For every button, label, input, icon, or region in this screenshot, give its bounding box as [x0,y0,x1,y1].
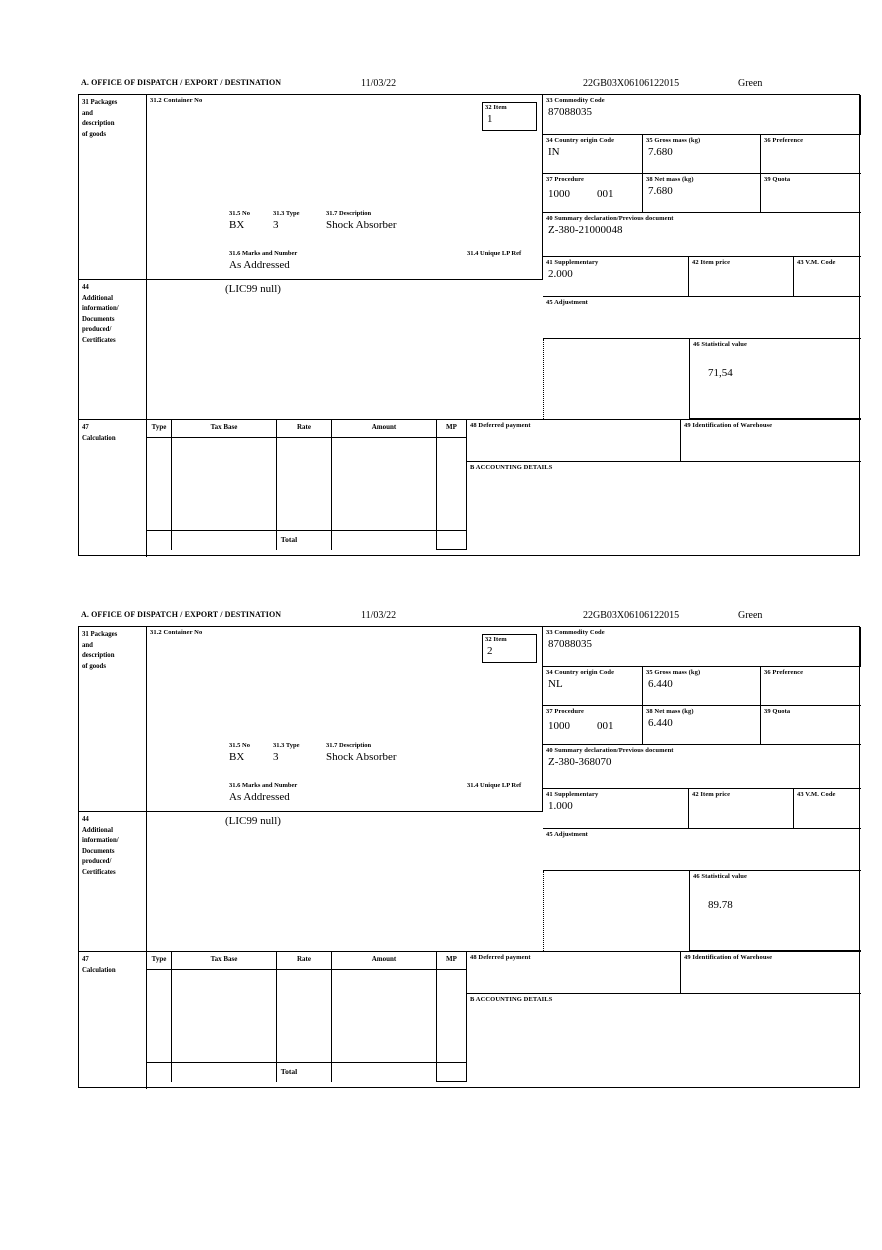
calc-col-mp-body [437,438,467,550]
calc-col-taxbase-body [172,438,277,550]
field-38-value-2: 6.440 [648,717,673,730]
field-44-label-line5: produced/ [82,326,112,334]
field-31-5-label-2: 31.5 No [229,742,250,749]
field-32-item [482,102,537,131]
field-36-label: 36 Preference [764,137,804,144]
field-41-supplementary-2 [543,789,689,829]
routing-lane: Green [738,78,763,89]
office-of-dispatch-label: A. OFFICE OF DISPATCH / EXPORT / DESTINATION [81,78,282,87]
field-43-label-2: 43 V.M. Code [797,791,836,798]
field-b-value [467,472,861,473]
field-48-value-2 [467,962,680,963]
form-header-1 [78,78,862,94]
calc-col-type-header-2 [147,951,172,970]
field-31-marks-2 [147,782,543,811]
field-39-quota [761,174,861,213]
calc-col-mp-header-2 [437,951,467,970]
field-31-label-line3-2: description [82,652,115,660]
field-b-label-2: B ACCOUNTING DETAILS [470,996,553,1003]
field-b-accounting-details [467,462,861,557]
field-44-label-line6: Certificates [82,336,116,344]
field-32-item-2 [482,634,537,663]
field-33-commodity-code-2 [543,627,861,667]
field-31-5-label: 31.5 No [229,210,250,217]
field-44-content [147,279,543,419]
field-32-label: 32 Item [485,104,507,111]
calc-total-label-2: Total [280,1067,298,1076]
field-48-deferred-payment [467,419,681,462]
field-31-label-line2-2: and [82,641,93,649]
field-32-label-2: 32 Item [485,636,507,643]
field-43-label: 43 V.M. Code [797,259,836,266]
field-48-value [467,430,680,431]
declaration-box-1 [78,94,860,556]
calc-col-rate-body [277,438,332,550]
calc-col-type-header [147,419,172,438]
field-38-value: 7.680 [648,185,673,198]
field-36-preference [761,135,861,174]
field-44-additional-information-2 [79,811,147,951]
field-33-label-2: 33 Commodity Code [546,629,605,636]
field-35-value: 7.680 [648,146,673,159]
field-31-package-details [147,210,543,246]
field-47-label-line1: 47 [82,424,89,431]
field-35-value-2: 6.440 [648,678,673,691]
field-31-7-value: Shock Absorber [326,219,397,231]
field-41-label-2: 41 Supplementary [546,791,599,798]
field-46-value: 71,54 [708,367,733,379]
field-36-label-2: 36 Preference [764,669,804,676]
field-34-label-2: 34 Country origin Code [546,669,615,676]
calc-col-type-body-2 [147,970,172,1082]
field-36-value-2 [761,677,861,678]
calc-col-rate-body-2 [277,970,332,1082]
calc-body-bottom-rule-2 [147,1062,467,1063]
field-44-value: (LIC99 null) [225,283,281,295]
field-40-previous-document-2 [543,745,861,789]
movement-reference-number-2: 22GB03X06106122015 [583,610,680,621]
declaration-date-2: 11/03/22 [361,610,397,621]
field-b-value-2 [467,1004,861,1005]
field-44-label-line2: Additional [82,294,113,302]
field-36-value [761,145,861,146]
field-46-statistical-value [689,339,861,419]
field-31-3-label-2: 31.3 Type [273,742,300,749]
calc-col-taxbase-label: Tax Base [210,423,238,431]
field-46-statistical-value-2 [689,871,861,951]
field-35-label: 35 Gross mass (kg) [646,137,701,144]
field-34-country-origin [543,135,643,174]
field-35-gross-mass-2 [643,667,761,706]
field-41-value-2: 1.000 [548,800,573,813]
field-47-label-line1-2: 47 [82,956,89,963]
field-41-value: 2.000 [548,268,573,281]
field-34-value: IN [548,146,560,159]
field-48-label: 48 Deferred payment [470,422,531,429]
calc-body-bottom-rule [147,530,467,531]
field-38-label-2: 38 Net mass (kg) [646,708,694,715]
field-47-label-line2: Calculation [82,434,116,442]
field-44-additional-information [79,279,147,419]
field-b-accounting-details-2 [467,994,861,1089]
field-40-label: 40 Summary declaration/Previous document [546,215,674,222]
field-31-3-label: 31.3 Type [273,210,300,217]
field-44-label-line3-2: information/ [82,837,119,845]
field-40-previous-document [543,213,861,257]
field-35-gross-mass [643,135,761,174]
field-45-value [543,307,861,308]
calc-col-amount-body-2 [332,970,437,1082]
field-39-quota-2 [761,706,861,745]
field-45-adjustment [543,297,861,339]
field-42-label: 42 Item price [692,259,731,266]
field-44-content-2 [147,811,543,951]
field-31-packages-2 [79,627,147,811]
field-48-label-2: 48 Deferred payment [470,954,531,961]
field-37-procedure-2 [543,706,643,745]
field-46-label-2: 46 Statistical value [693,873,747,880]
field-44-label-line4-2: Documents [82,847,115,855]
field-31-label-line1: 31 Packages [82,99,118,106]
calc-col-taxbase-body-2 [172,970,277,1082]
field-33-value-2: 87088035 [548,638,592,651]
field-44-value-2: (LIC99 null) [225,815,281,827]
field-43-value-2 [794,799,861,800]
field-47-label-line2-2: Calculation [82,966,116,974]
calc-total-label: Total [280,535,298,544]
calc-col-taxbase-label-2: Tax Base [210,955,238,963]
calc-col-mp-header [437,419,467,438]
field-49-value [681,430,861,431]
field-49-label-2: 49 Identification of Warehouse [684,954,773,961]
field-31-7-label-2: 31.7 Description [326,742,372,749]
customs-declaration-form-1 [78,78,862,556]
field-31-4-label: 31.4 Unique LP Ref [467,250,522,257]
calc-col-mp-body-2 [437,970,467,1082]
field-31-4-label-2: 31.4 Unique LP Ref [467,782,522,789]
field-37-procedure [543,174,643,213]
field-41-supplementary [543,257,689,297]
field-37-label: 37 Procedure [546,176,584,183]
calc-col-rate-header [277,419,332,438]
field-31-label-line1-2: 31 Packages [82,631,118,638]
field-39-label: 39 Quota [764,176,791,183]
field-42-item-price-2 [689,789,794,829]
field-37-value-1-2: 1000 [548,720,570,732]
field-31-label-line4: of goods [82,130,106,138]
calc-col-amount-header-2 [332,951,437,970]
field-39-value [761,184,861,185]
field-31-5-value-2: BX [229,751,245,763]
customs-declaration-form-2 [78,610,862,1088]
field-45-value-2 [543,839,861,840]
field-34-label: 34 Country origin Code [546,137,615,144]
field-35-label-2: 35 Gross mass (kg) [646,669,701,676]
field-45-dotted-separator [543,339,544,419]
field-44-label-line1-2: 44 [82,816,89,823]
field-31-label-line4-2: of goods [82,662,106,670]
field-31-marks [147,250,543,279]
field-31-3-value: 3 [273,219,279,231]
field-31-7-label: 31.7 Description [326,210,372,217]
field-44-label-line2-2: Additional [82,826,113,834]
calc-col-rate-header-2 [277,951,332,970]
field-33-value: 87088035 [548,106,592,119]
field-37-label-2: 37 Procedure [546,708,584,715]
form-header-2 [78,610,862,626]
field-32-value: 1 [487,113,493,126]
field-33-label: 33 Commodity Code [546,97,605,104]
field-31-5-value: BX [229,219,245,231]
field-45-adjustment-2 [543,829,861,871]
field-40-label-2: 40 Summary declaration/Previous document [546,747,674,754]
calc-col-amount-label: Amount [371,423,397,431]
field-37-value-2-2: 001 [597,720,614,732]
field-37-value-2: 001 [597,188,614,200]
field-49-label: 49 Identification of Warehouse [684,422,773,429]
field-41-label: 41 Supplementary [546,259,599,266]
calc-col-type-body [147,438,172,550]
field-45-dotted-separator-2 [543,871,544,951]
field-42-label-2: 42 Item price [692,791,731,798]
field-46-value-2: 89.78 [708,899,733,911]
field-39-label-2: 39 Quota [764,708,791,715]
field-45-label: 45 Adjustment [546,299,588,306]
field-31-6-label-2: 31.6 Marks and Number [229,782,298,789]
field-42-value [689,267,793,268]
field-38-net-mass [643,174,761,213]
field-44-label-line4: Documents [82,315,115,323]
field-42-item-price [689,257,794,297]
field-31-label-line2: and [82,109,93,117]
field-48-deferred-payment-2 [467,951,681,994]
movement-reference-number: 22GB03X06106122015 [583,78,680,89]
field-47-calculation [79,419,147,557]
field-37-value-1: 1000 [548,188,570,200]
field-31-2-label-2: 31.2 Container No [150,629,203,636]
field-44-label-line3: information/ [82,305,119,313]
calc-col-amount-body [332,438,437,550]
field-31-7-value-2: Shock Absorber [326,751,397,763]
office-of-dispatch-label-2: A. OFFICE OF DISPATCH / EXPORT / DESTINATION [81,610,282,619]
field-44-label-line6-2: Certificates [82,868,116,876]
field-32-value-2: 2 [487,645,493,658]
field-49-value-2 [681,962,861,963]
field-31-package-details-2 [147,742,543,778]
field-38-label: 38 Net mass (kg) [646,176,694,183]
field-31-3-value-2: 3 [273,751,279,763]
field-46-label: 46 Statistical value [693,341,747,348]
field-40-value-2: Z-380-368070 [548,756,612,769]
field-31-packages [79,95,147,279]
calc-col-amount-header [332,419,437,438]
field-44-label-line5-2: produced/ [82,858,112,866]
field-36-preference-2 [761,667,861,706]
calc-col-type-label-2: Type [151,955,167,963]
field-31-2-label: 31.2 Container No [150,97,203,104]
field-45-label-2: 45 Adjustment [546,831,588,838]
field-43-value [794,267,861,268]
field-31-6-value-2: As Addressed [229,791,290,803]
field-43-vm-code-2 [794,789,861,829]
field-42-value-2 [689,799,793,800]
declaration-date: 11/03/22 [361,78,397,89]
calc-col-type-label: Type [151,423,167,431]
field-43-vm-code [794,257,861,297]
field-31-label-line3: description [82,120,115,128]
calc-col-mp-label-2: MP [446,955,457,963]
field-49-warehouse-id-2 [681,951,861,994]
field-34-value-2: NL [548,678,563,691]
field-31-6-label: 31.6 Marks and Number [229,250,298,257]
routing-lane-2: Green [738,610,763,621]
calc-col-rate-label: Rate [297,423,311,431]
field-b-label: B ACCOUNTING DETAILS [470,464,553,471]
calc-col-taxbase-header-2 [172,951,277,970]
field-44-label-line1: 44 [82,284,89,291]
field-39-value-2 [761,716,861,717]
field-33-commodity-code [543,95,861,135]
field-49-warehouse-id [681,419,861,462]
calc-col-amount-label-2: Amount [371,955,397,963]
field-34-country-origin-2 [543,667,643,706]
calc-col-taxbase-header [172,419,277,438]
field-40-value: Z-380-21000048 [548,224,623,237]
field-31-6-value: As Addressed [229,259,290,271]
field-38-net-mass-2 [643,706,761,745]
declaration-box-2 [78,626,860,1088]
field-47-calculation-2 [79,951,147,1089]
calc-col-rate-label-2: Rate [297,955,311,963]
calc-col-mp-label: MP [446,423,457,431]
